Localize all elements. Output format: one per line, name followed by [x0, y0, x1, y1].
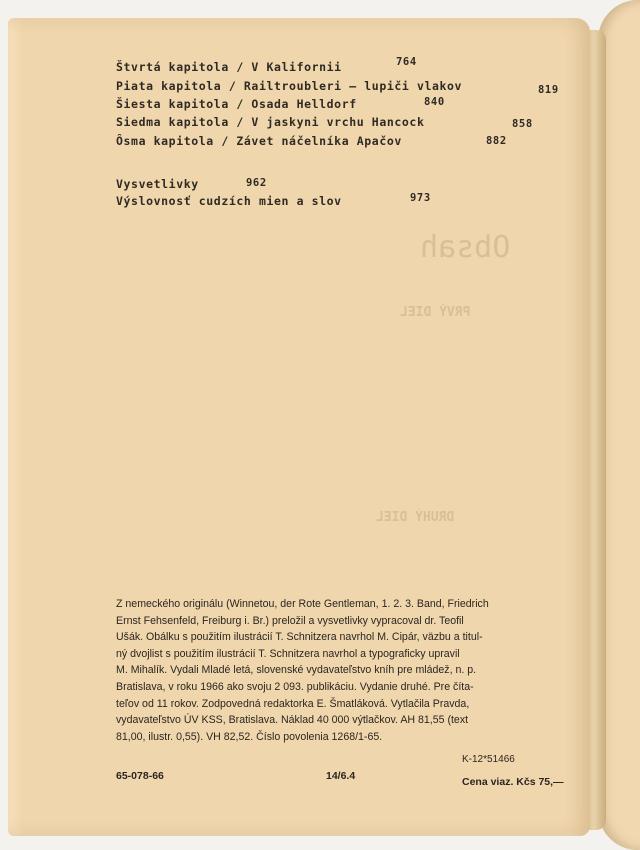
show-through-part-two: DRUHÝ DIEL	[376, 510, 455, 525]
toc-entry-page: 973	[410, 192, 431, 204]
price-label: Cena viaz. Kčs 75,—	[462, 776, 564, 788]
print-sheet-code: 14/6.4	[326, 770, 356, 782]
toc-entry-page: 962	[246, 177, 267, 189]
colophon-line: M. Mihalík. Vydali Mladé letá, slovenské vydavateľstvo kníh pre mládež, n. p.	[116, 664, 477, 677]
toc-entry-page: 858	[512, 118, 533, 130]
toc-entry-page: 764	[396, 56, 417, 68]
toc-entry-page: 840	[424, 96, 445, 108]
colophon-line: ný dvojlist s použitím ilustrácií T. Schnitzera navrhol a typograficky upravil	[116, 647, 460, 660]
colophon-line: Ušák. Obálku s použitím ilustrácií T. Schnitzera navrhol M. Cipár, väzbu a titul-	[116, 631, 483, 644]
colophon-line: 81,00, ilustr. 0,55). VH 82,52. Číslo povolenia 1268/1-65.	[116, 730, 383, 743]
show-through-title: Obsah	[420, 230, 511, 265]
show-through-part-one: PRVÝ DIEL	[400, 305, 471, 320]
colophon-line: teľov od 11 rokov. Zodpovedná redaktorka E. Šmatláková. Vytlačila Pravda,	[116, 697, 470, 710]
colophon-line: Ernst Fehsenfeld, Freiburg i. Br.) preložil a vysvetlivky vypracoval dr. Teofil	[116, 614, 464, 627]
colophon-text	[116, 596, 568, 745]
toc-entry-title: Vysvetlivky	[116, 177, 199, 191]
imprint-footer	[116, 754, 576, 790]
toc-entry-page: 819	[538, 84, 559, 96]
toc-entry-title: Piata kapitola / Railtroubleri — lupiči vlakov	[116, 79, 463, 93]
toc-entry-title: Siedma kapitola / V jaskyni vrchu Hancock	[116, 115, 425, 129]
publication-code: 65-078-66	[116, 770, 164, 782]
toc-entry-page: 882	[486, 135, 507, 147]
catalog-code: K-12*51466	[462, 754, 515, 765]
colophon-line: Bratislava, v roku 1966 ako svoju 2 093. publikáciu. Vydanie druhé. Pre číta-	[116, 680, 474, 693]
toc-entry-title: Štvrtá kapitola / V Kalifornii	[116, 60, 342, 74]
colophon-line: vydavateľstvo ÚV KSS, Bratislava. Náklad 40 000 výtlačkov. AH 81,55 (text	[116, 714, 469, 727]
toc-entry-title: Ôsma kapitola / Závet náčelníka Apačov	[116, 134, 402, 148]
colophon-line: Z nemeckého originálu (Winnetou, der Rote Gentleman, 1. 2. 3. Band, Friedrich	[116, 598, 489, 610]
toc-entry-title: Výslovnosť cudzích mien a slov	[116, 194, 342, 208]
toc-entry-title: Šiesta kapitola / Osada Helldorf	[116, 97, 357, 111]
